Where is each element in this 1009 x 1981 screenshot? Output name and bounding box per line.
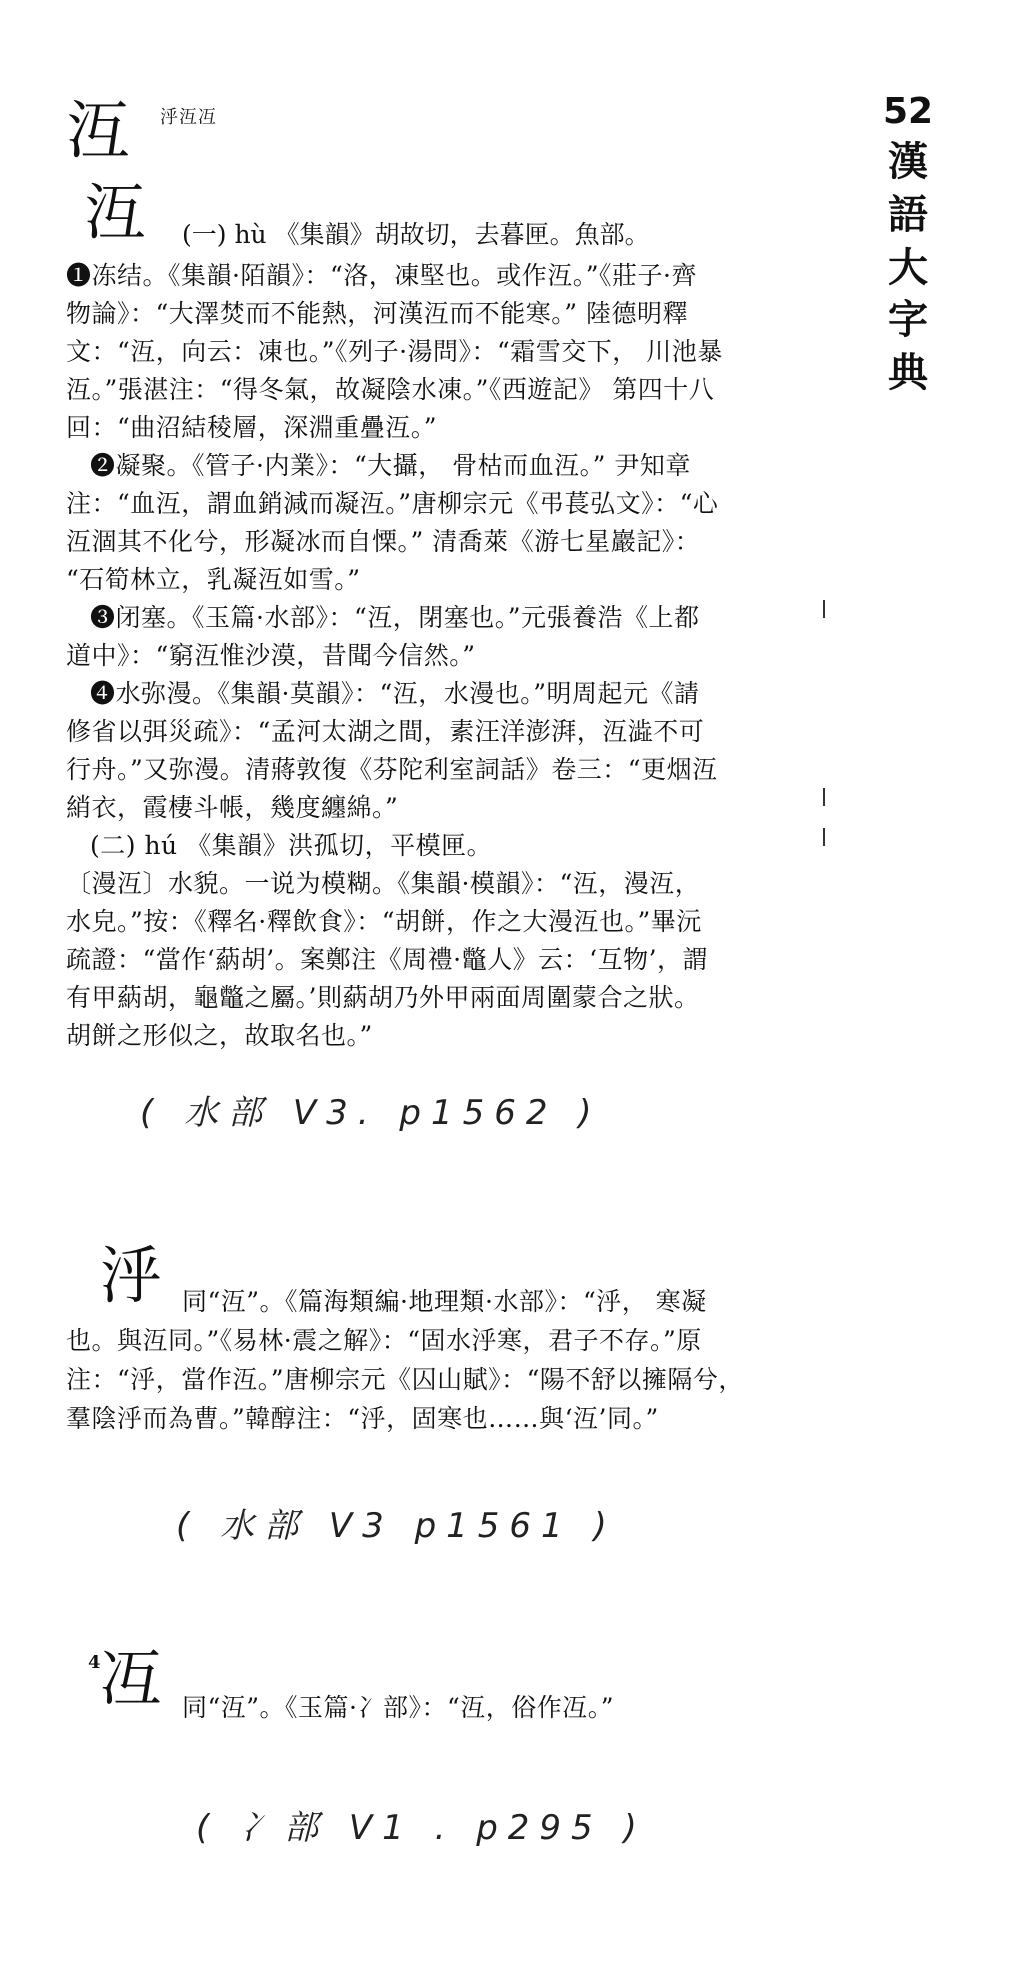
definition-line: 同“沍”。《篇海類編·地理類·水部》：“泘， 寒凝	[182, 1287, 707, 1316]
entry-main-char: 冱	[100, 1642, 163, 1715]
definition-line: 沍涸其不化兮，形凝冰而自慄。” 清喬萊《游七星巖記》：	[66, 527, 701, 556]
definition-line: 羣陰泘而為曹。”韓醇注：“泘，固寒也……與‘沍’同。”	[66, 1404, 659, 1433]
definition-line: 沍。”張湛注：“得冬氣，故凝陰水凍。”《西遊記》 第四十八	[66, 375, 715, 404]
handwritten-note: ( 冫部 V1 . p295 )	[196, 1808, 647, 1848]
title-char: 漢	[888, 138, 928, 185]
definition-line: 修省以弭災疏》：“孟河太湖之間，素汪洋澎湃，沍澁不可	[66, 717, 705, 746]
definition-line: 注：“泘，當作沍。”唐柳宗元《囚山賦》：“陽不舒以擁隔兮，	[66, 1365, 744, 1394]
definition-line: 同“沍”。《玉篇·冫部》：“沍，俗作冱。”	[182, 1693, 615, 1722]
definition-line: 道中》：“窮沍惟沙漠，昔聞今信然。”	[66, 641, 476, 670]
title-char: 大	[888, 244, 928, 291]
definition-line: ❶冻结。《集韻·陌韻》：“洛，凍堅也。或作沍。”《莊子·齊	[66, 261, 697, 290]
pronunciation-1: (一) hù 《集韻》胡故切，去暮匣。魚部。	[182, 220, 650, 249]
handwritten-note: ( 水部 V3. p1562 )	[140, 1093, 602, 1133]
handwritten-note: ( 水部 V3 p1561 )	[176, 1506, 617, 1546]
entry-main-char: 沍	[84, 176, 147, 249]
entry-header-char: 沍	[66, 95, 130, 169]
entry-superscript: 4	[88, 1652, 101, 1673]
pronunciation-2: (二) hú 《集韻》洪孤切，平模匣。	[90, 831, 493, 860]
definition-line: 文：“沍，向云：凍也。”《列子·湯問》：“霜雪交下， 川池暴	[66, 337, 723, 366]
variant-chars: 泘沍冱	[160, 107, 217, 128]
title-char: 典	[888, 350, 928, 397]
definition-line: 有甲蒳胡，龜鼈之屬。’則蒳胡乃外甲兩面周圍蒙合之狀。	[66, 983, 700, 1012]
title-char: 字	[888, 297, 928, 344]
margin-rule	[823, 788, 825, 806]
definition-line: 注：“血沍，謂血銷減而凝沍。”唐柳宗元《弔萇弘文》：“心	[66, 489, 719, 518]
definition-line: 綃衣，霞棲斗帳，幾度纏綿。”	[66, 793, 399, 822]
definition-line: ❹水弥漫。《集韻·莫韻》：“沍，水漫也。”明周起元《請	[90, 679, 700, 708]
definition-line: 物論》：“大澤焚而不能熱，河漢沍而不能寒。” 陸德明釋	[66, 299, 689, 328]
definition-line: ❸闭塞。《玉篇·水部》：“沍，閉塞也。”元張養浩《上都	[90, 603, 700, 632]
definition-line: “石筍林立，乳凝沍如雪。”	[66, 565, 361, 594]
entry-main-char: 泘	[100, 1239, 163, 1312]
definition-line: 〔漫沍〕水貌。一说为模糊。《集韻·模韻》：“沍，漫沍，	[66, 869, 701, 898]
definition-line: 疏證：“當作‘蒳胡’。案鄭注《周禮·鼈人》云：‘互物’，謂	[66, 945, 709, 974]
definition-line: 也。與沍同。”《易林·震之解》：“固水泘寒，君子不存。”原	[66, 1326, 702, 1355]
definition-line: 回：“曲沼結稜層，深淵重疊沍。”	[66, 413, 438, 442]
book-title	[878, 90, 938, 402]
page-number: 52	[882, 91, 934, 132]
definition-line: 行舟。”又弥漫。清蔣敦復《芬陀利室詞話》卷三：“更烟沍	[66, 755, 718, 784]
definition-line: ❷凝聚。《管子·内業》：“大攝， 骨枯而血沍。” 尹知章	[90, 451, 691, 480]
margin-rule	[823, 600, 825, 618]
margin-rule	[823, 828, 825, 846]
title-char: 語	[888, 191, 928, 238]
definition-line: 胡餅之形似之，故取名也。”	[66, 1021, 373, 1050]
definition-line: 水皃。”按：《釋名·釋飲食》：“胡餅，作之大漫沍也。”畢沅	[66, 907, 702, 936]
